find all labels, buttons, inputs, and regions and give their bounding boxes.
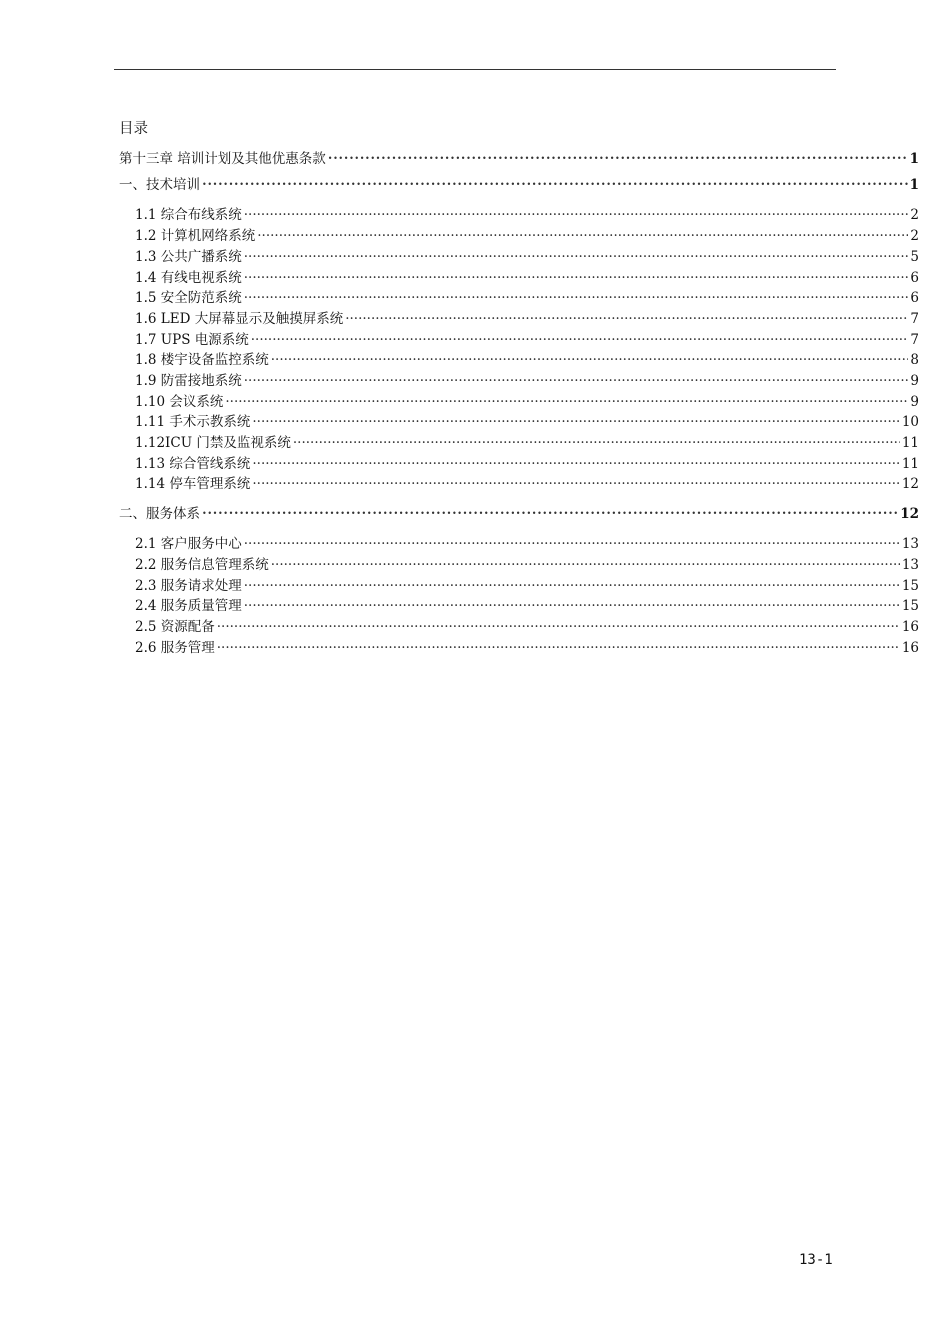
toc-entry-label: 2.5 资源配备: [135, 619, 215, 635]
toc-title: 目录: [119, 121, 148, 137]
toc-entry-page: 13: [901, 536, 919, 552]
toc-dot-leader: [202, 176, 908, 196]
toc-entry-page: 1: [909, 151, 919, 167]
toc-dot-leader: [202, 505, 898, 525]
toc-entry[interactable]: [119, 176, 919, 194]
toc-entry-label: 1.11 手术示教系统: [135, 414, 251, 430]
footer-page-number: 13-1: [799, 1252, 833, 1268]
toc-dot-leader: [244, 206, 909, 224]
toc-entry-page: 7: [910, 311, 919, 327]
toc-entry-page: 7: [910, 332, 919, 348]
toc-entry[interactable]: [135, 413, 919, 431]
toc-dot-leader: [252, 413, 899, 431]
toc-entry[interactable]: [135, 351, 919, 369]
toc-entry[interactable]: [135, 372, 919, 390]
toc-entry-label: 1.4 有线电视系统: [135, 270, 242, 286]
toc-dot-leader: [244, 248, 909, 266]
toc-entry-label: 第十三章 培训计划及其他优惠条款: [119, 151, 326, 167]
toc-entry-page: 6: [910, 270, 919, 286]
toc-entry-label: 1.5 安全防范系统: [135, 290, 242, 306]
toc-dot-leader: [257, 227, 908, 245]
toc-entry-label: 1.1 综合布线系统: [135, 207, 242, 223]
toc-entry[interactable]: [135, 535, 919, 553]
toc-dot-leader: [252, 455, 899, 473]
toc-entry-page: 12: [900, 506, 919, 522]
toc-entry-page: 8: [910, 352, 919, 368]
toc-entry-label: 1.6 LED 大屏幕显示及触摸屏系统: [135, 311, 344, 327]
toc-entry[interactable]: [135, 310, 919, 328]
toc-entry[interactable]: [135, 597, 919, 615]
toc-dot-leader: [217, 639, 900, 657]
toc-entry[interactable]: [135, 206, 919, 224]
toc-dot-leader: [252, 475, 899, 493]
toc-entry[interactable]: [119, 505, 919, 523]
toc-dot-leader: [244, 535, 900, 553]
toc-entry-page: 13: [901, 557, 919, 573]
toc-entry-label: 2.2 服务信息管理系统: [135, 557, 269, 573]
toc-entry-label: 1.13 综合管线系统: [135, 456, 251, 472]
toc-entry-label: 1.10 会议系统: [135, 394, 224, 410]
toc-entry[interactable]: [135, 556, 919, 574]
toc-entry-label: 一、技术培训: [119, 177, 200, 193]
toc-entry-page: 11: [901, 435, 919, 451]
toc-entry-label: 1.9 防雷接地系统: [135, 373, 242, 389]
toc-entry-page: 15: [901, 578, 919, 594]
toc-entry[interactable]: [135, 577, 919, 595]
toc-entry[interactable]: [135, 248, 919, 266]
toc-dot-leader: [328, 150, 908, 170]
toc-entry-page: 2: [910, 207, 919, 223]
toc-entry-page: 2: [910, 228, 919, 244]
toc-dot-leader: [217, 618, 900, 636]
toc-entry-page: 11: [901, 456, 919, 472]
toc-entry-label: 2.1 客户服务中心: [135, 536, 242, 552]
toc-entry[interactable]: [135, 393, 919, 411]
toc-dot-leader: [244, 372, 909, 390]
toc-entry-label: 2.4 服务质量管理: [135, 598, 242, 614]
toc-entry-page: 5: [910, 249, 919, 265]
header-rule: [114, 69, 836, 70]
toc-entry-page: 9: [910, 394, 919, 410]
toc-dot-leader: [225, 393, 908, 411]
toc-entry[interactable]: [135, 639, 919, 657]
toc-entry[interactable]: [135, 331, 919, 349]
toc-dot-leader: [244, 597, 900, 615]
toc-entry[interactable]: [135, 475, 919, 493]
toc-entry-page: 12: [901, 476, 919, 492]
toc-entry-label: 1.3 公共广播系统: [135, 249, 242, 265]
toc-entry-label: 1.2 计算机网络系统: [135, 228, 256, 244]
toc-entry[interactable]: [135, 455, 919, 473]
toc-dot-leader: [244, 289, 909, 307]
toc-entry-page: 16: [901, 619, 919, 635]
toc-entry-label: 2.3 服务请求处理: [135, 578, 242, 594]
toc-entry[interactable]: [135, 269, 919, 287]
toc-dot-leader: [244, 269, 909, 287]
toc-entry-page: 6: [910, 290, 919, 306]
toc-entry[interactable]: [119, 150, 919, 168]
toc-entry[interactable]: [135, 227, 919, 245]
toc-dot-leader: [271, 556, 900, 574]
toc-entry-label: 1.7 UPS 电源系统: [135, 332, 249, 348]
toc-entry-page: 15: [901, 598, 919, 614]
toc-entry[interactable]: [135, 434, 919, 452]
toc-dot-leader: [345, 310, 908, 328]
toc-entry-label: 二、服务体系: [119, 506, 200, 522]
toc-entry-label: 2.6 服务管理: [135, 640, 215, 656]
toc-entry-label: 1.12ICU 门禁及监视系统: [135, 435, 291, 451]
toc-dot-leader: [293, 434, 900, 452]
toc-entry-label: 1.14 停车管理系统: [135, 476, 251, 492]
toc-entry[interactable]: [135, 289, 919, 307]
toc-entry[interactable]: [135, 618, 919, 636]
toc-dot-leader: [244, 577, 900, 595]
toc-entry-page: 10: [901, 414, 919, 430]
toc-dot-leader: [251, 331, 909, 349]
toc-entry-page: 1: [909, 177, 919, 193]
toc-dot-leader: [271, 351, 909, 369]
toc-entry-page: 9: [910, 373, 919, 389]
toc-entry-page: 16: [901, 640, 919, 656]
toc-entry-label: 1.8 楼宇设备监控系统: [135, 352, 269, 368]
